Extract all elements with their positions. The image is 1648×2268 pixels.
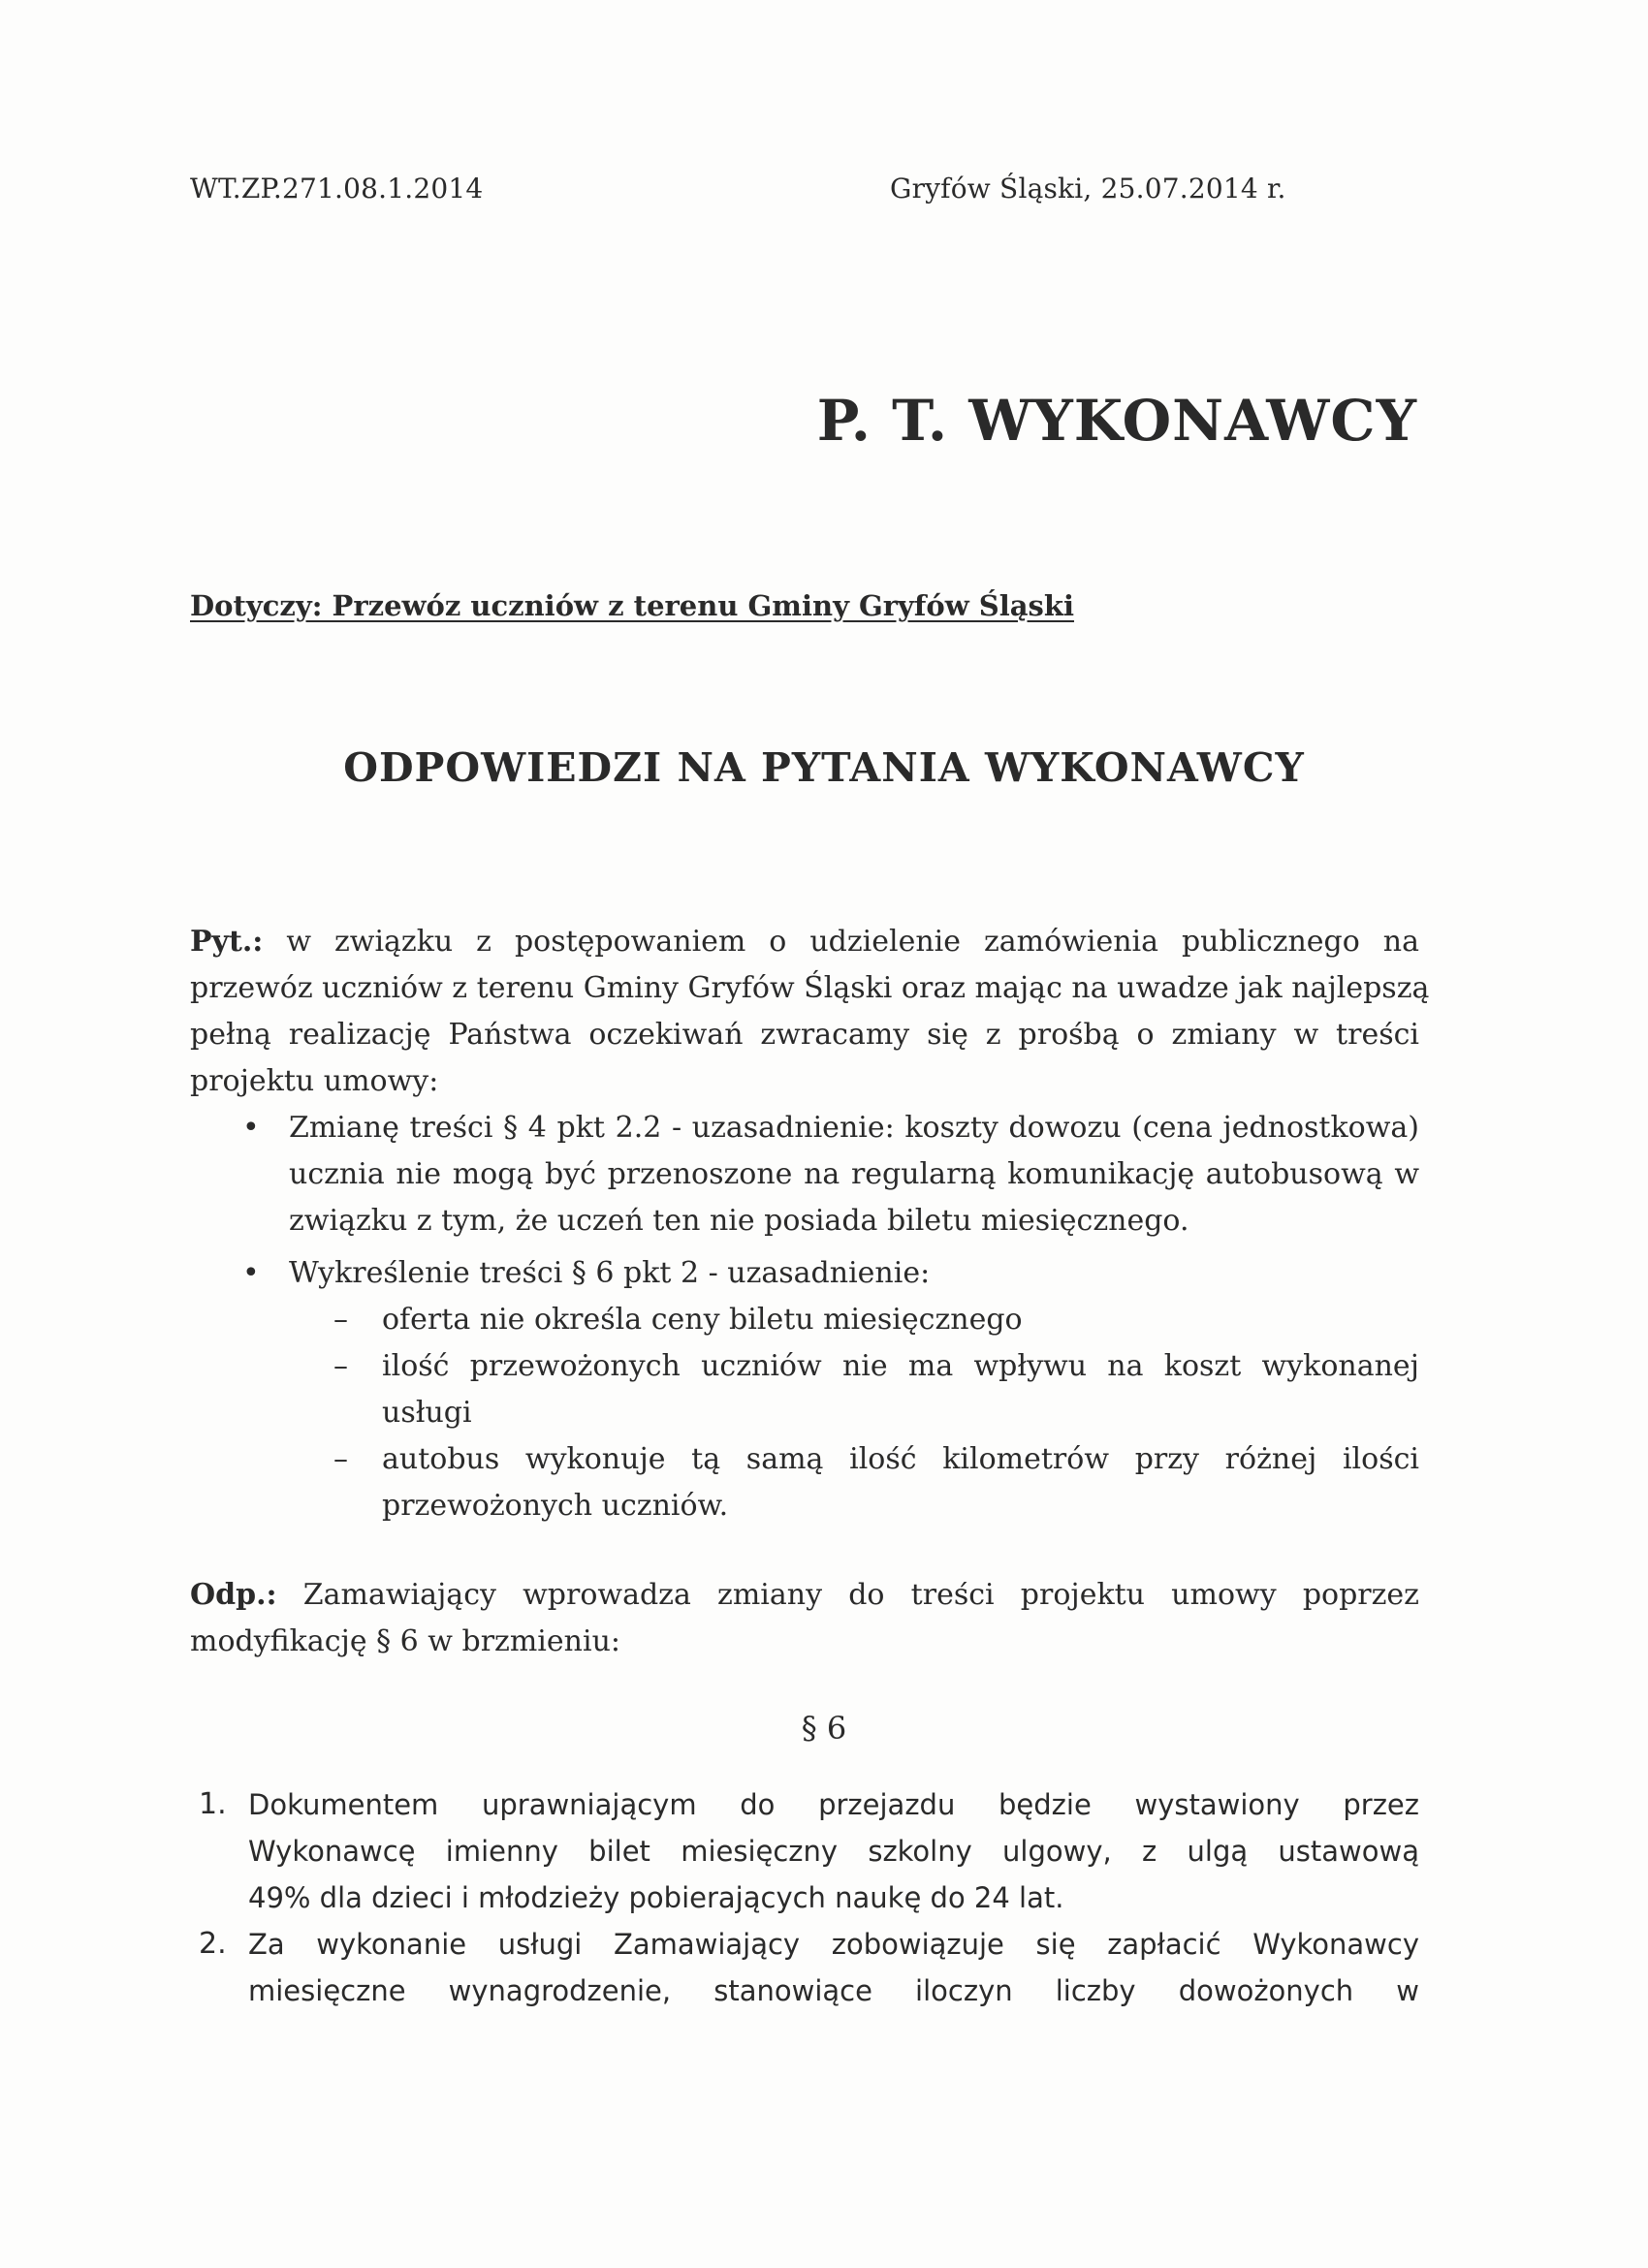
question-label: Pyt.:: [190, 925, 264, 959]
question-line-1: Pyt.: w związku z postępowaniem o udzielenie zamówienia publicznego na: [190, 925, 1419, 959]
dash-3-line-2: przewożonych uczniów.: [382, 1489, 729, 1523]
bullet-1-line-2: ucznia nie mogą być przenoszone na regularną komunikację autobusową w: [289, 1157, 1419, 1191]
dash-marker: –: [333, 1442, 348, 1476]
bullet-marker: •: [242, 1256, 260, 1290]
question-line-2: przewóz uczniów z terenu Gminy Gryfów Śląski oraz mając na uwadze jak najlepszą: [190, 971, 1430, 1005]
provision-2-line-1: Za wykonanie usługi Zamawiający zobowiązuje się zapłacić Wykonawcy: [248, 1928, 1419, 1961]
section-sign-heading: § 6: [801, 1710, 847, 1747]
subject-line: Dotyczy: Przewóz uczniów z terenu Gminy Gryfów Śląski: [190, 589, 1074, 622]
reference-number: WT.ZP.271.08.1.2014: [190, 173, 484, 205]
provision-1-line-2: Wykonawcę imienny bilet miesięczny szkolny ulgowy, z ulgą ustawową: [248, 1835, 1419, 1868]
bullet-2-line-1: Wykreślenie treści § 6 pkt 2 - uzasadnienie:: [289, 1256, 931, 1290]
answer-line-1: Odp.: Zamawiający wprowadza zmiany do treści projektu umowy poprzez: [190, 1578, 1419, 1612]
provision-1-line-3: 49% dla dzieci i młodzieży pobierających naukę do 24 lat.: [248, 1881, 1064, 1914]
provision-1-line-1: Dokumentem uprawniającym do przejazdu będzie wystawiony przez: [248, 1788, 1419, 1821]
question-line-3: pełną realizację Państwa oczekiwań zwracamy się z prośbą o zmiany w treści: [190, 1018, 1419, 1052]
bullet-1-line-3: związku z tym, że uczeń ten nie posiada biletu miesięcznego.: [289, 1204, 1189, 1238]
dash-marker: –: [333, 1303, 348, 1337]
document-heading: ODPOWIEDZI NA PYTANIA WYKONAWCY: [343, 744, 1305, 791]
bullet-1-line-1: Zmianę treści § 4 pkt 2.2 - uzasadnienie: koszty dowozu (cena jednostkowa): [289, 1111, 1419, 1145]
dash-2-line-1: ilość przewożonych uczniów nie ma wpływu na koszt wykonanej: [382, 1349, 1419, 1383]
dash-marker: –: [333, 1349, 348, 1383]
bullet-marker: •: [242, 1111, 260, 1145]
dash-1-line-1: oferta nie określa ceny biletu miesięcznego: [382, 1303, 1023, 1337]
dash-2-line-2: usługi: [382, 1396, 472, 1430]
provision-2-line-2: miesięczne wynagrodzenie, stanowiące iloczyn liczby dowożonych w: [248, 1974, 1419, 2007]
provision-2-number: 2.: [199, 1927, 227, 1961]
provision-1-number: 1.: [199, 1787, 227, 1821]
answer-label: Odp.:: [190, 1578, 277, 1612]
place-and-date: Gryfów Śląski, 25.07.2014 r.: [890, 173, 1286, 205]
answer-line-2: modyfikację § 6 w brzmieniu:: [190, 1624, 620, 1658]
addressee: P. T. WYKONAWCY: [816, 388, 1417, 454]
dash-3-line-1: autobus wykonuje tą samą ilość kilometrów przy różnej ilości: [382, 1442, 1419, 1476]
question-line-4: projektu umowy:: [190, 1064, 439, 1098]
